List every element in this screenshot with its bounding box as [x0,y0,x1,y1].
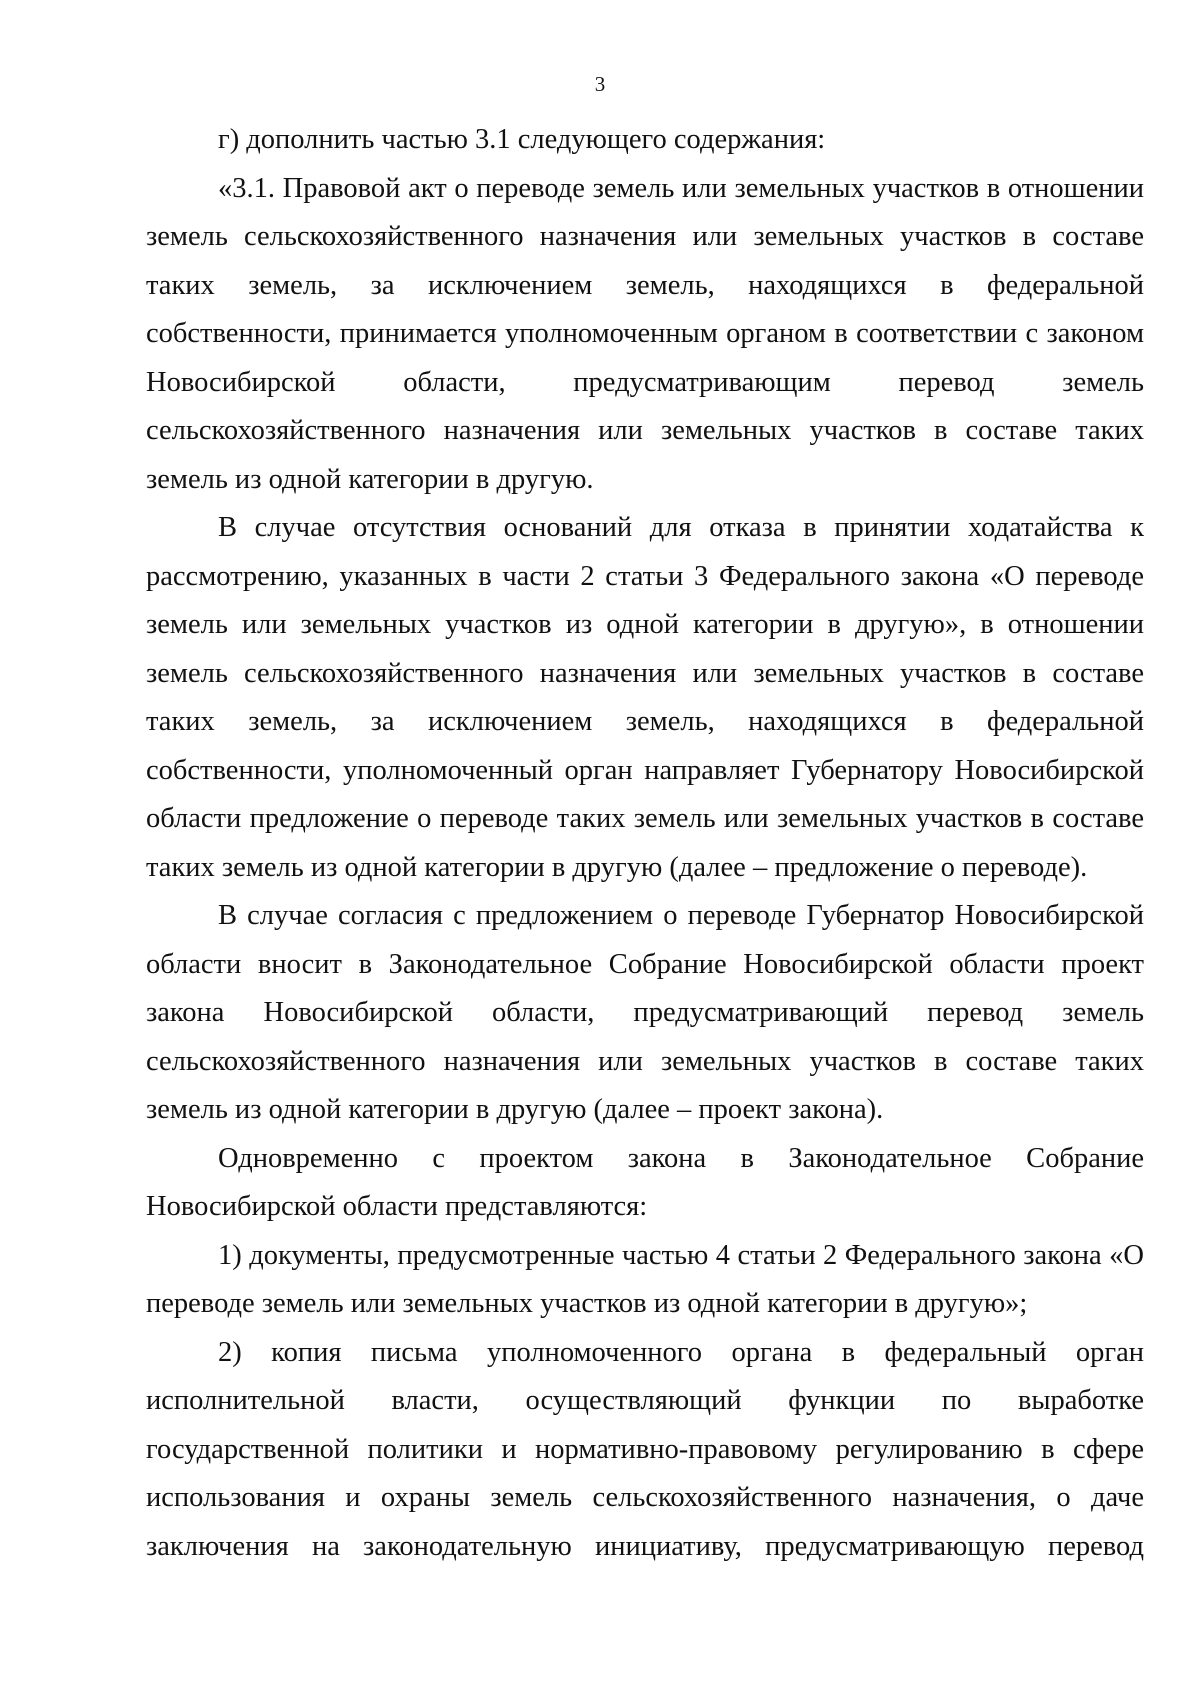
paragraph-part-3-1: «3.1. Правовой акт о переводе земель или земельных участков в отношении земель сельскохозяйственного назначения или земельных участков в составе таких земель, за исключением земель, находящихся в федеральной собственности, принимается уполномоченным органом в соответствии с законом Новосибирской области, предусматривающим перевод земель сельскохозяйственного назначения или земельных участков в составе таких земель из одной категории в другую. [146,172,1144,495]
paragraph-submitted-documents: Одновременно с проектом закона в Законодательное Собрание Новосибирской области представляются: [146,1142,1144,1222]
paragraph-governor-consent: В случае согласия с предложением о переводе Губернатор Новосибирской области вносит в Законодательное Собрание Новосибирской области проект закона Новосибирской области, предусматривающий перевод земель сельскохозяйственного назначения или земельных участков в составе таких земель из одной категории в другую (далее – проект закона). [146,900,1144,1125]
list-item-1: 1) документы, предусмотренные частью 4 статьи 2 Федерального закона «О переводе земель или земельных участков из одной категории в другую»; [146,1239,1144,1319]
page-number: 3 [594,72,606,96]
document-body [146,116,1144,1571]
paragraph-item-g: г) дополнить частью 3.1 следующего содержания: [218,124,826,155]
paragraph-no-refusal-grounds: В случае отсутствия оснований для отказа в принятии ходатайства к рассмотрению, указанных в части 2 статьи 3 Федерального закона «О переводе земель или земельных участков из одной категории в другую», в отношении земель сельскохозяйственного назначения или земельных участков в составе таких земель, за исключением земель, находящихся в федеральной собственности, уполномоченный орган направляет Губернатору Новосибирской области предложение о переводе таких земель или земельных участков в составе таких земель из одной категории в другую (далее – предложение о переводе). [146,512,1144,883]
list-item-2: 2) копия письма уполномоченного органа в федеральный орган исполнительной власти, осуществляющий функции по выработке государственной политики и нормативно-правовому регулированию в сфере использования и охраны земель сельскохозяйственного назначения, о даче заключения на законодательную инициативу, предусматривающую перевод [146,1336,1144,1562]
